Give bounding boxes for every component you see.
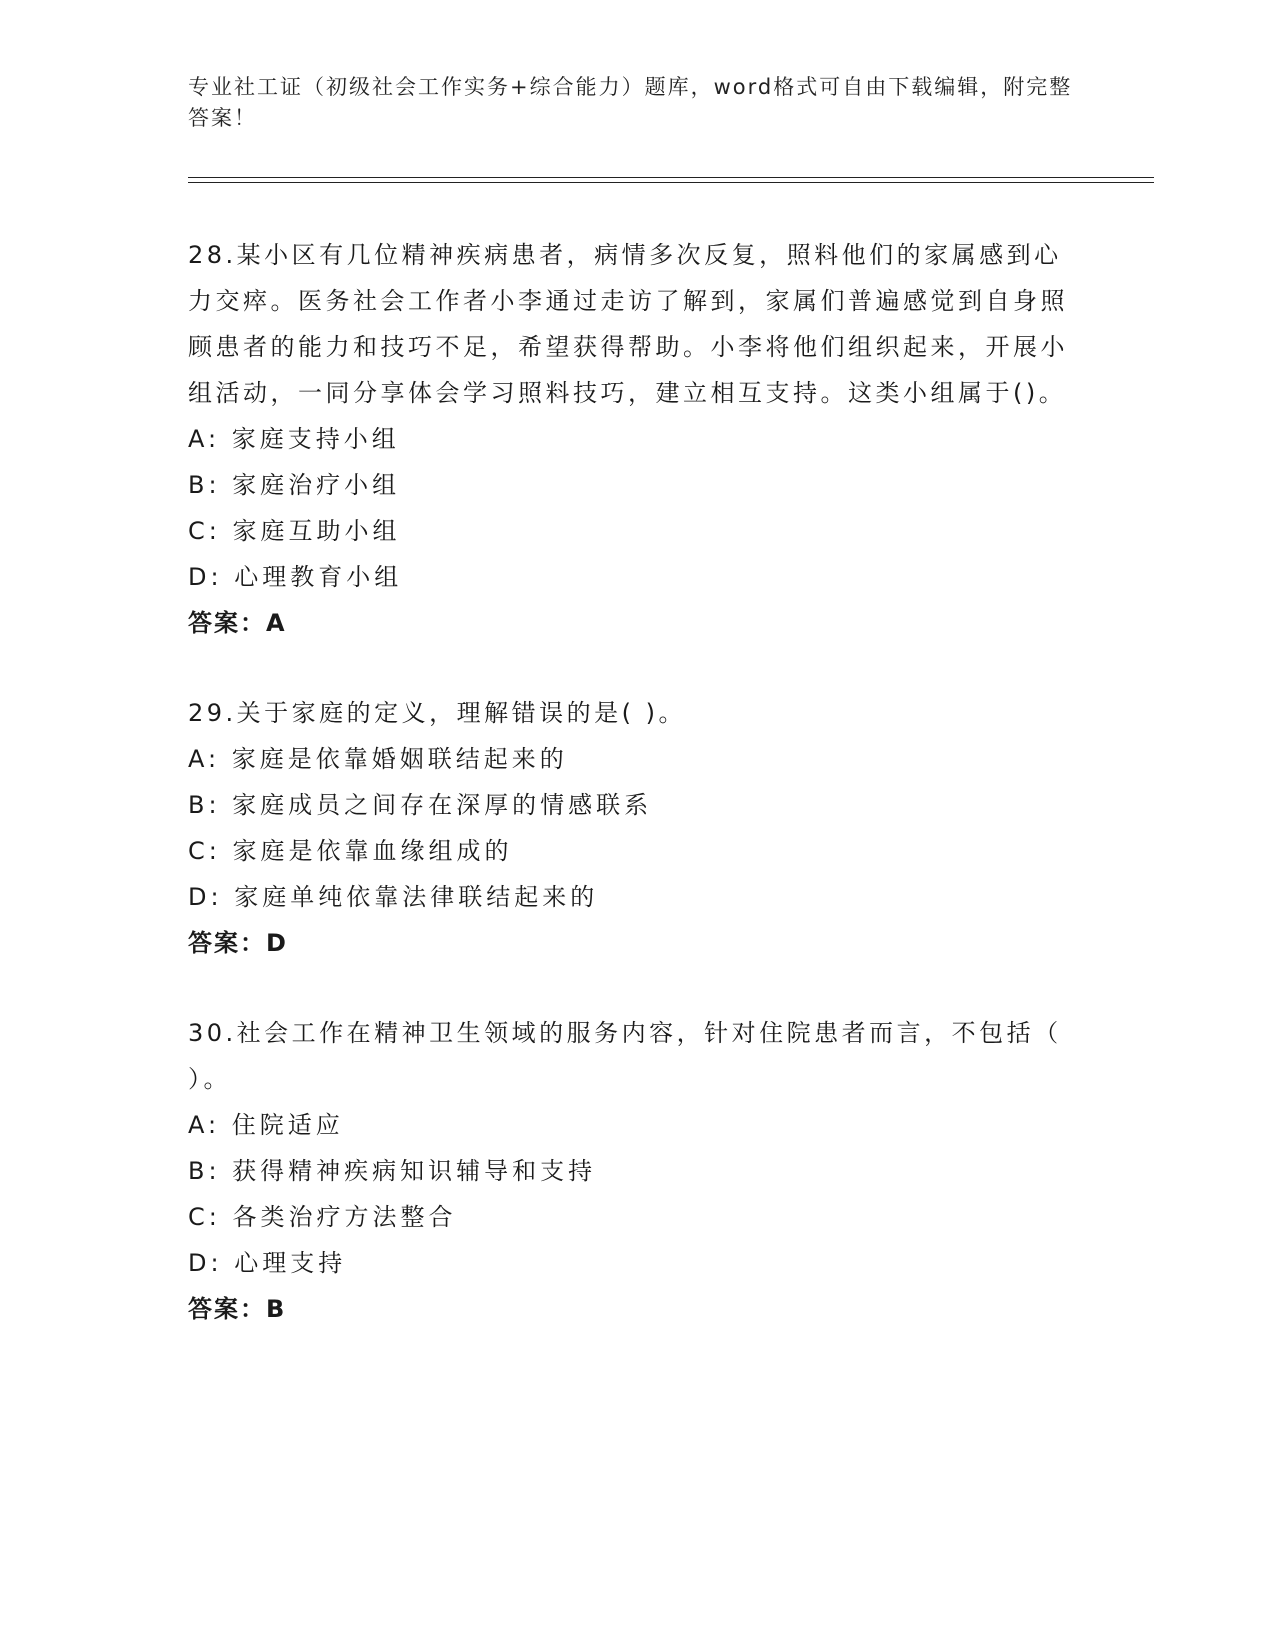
option-b: B: 获得精神疾病知识辅导和支持 — [188, 1157, 597, 1185]
option-c: C: 家庭是依靠血缘组成的 — [188, 837, 513, 865]
document-header: 专业社工证（初级社会工作实务+综合能力）题库，word格式可自由下载编辑，附完整答案！ — [188, 75, 1073, 130]
header-divider-bottom — [188, 182, 1154, 183]
option-a: A: 住院适应 — [188, 1111, 344, 1139]
answer: 答案：D — [188, 929, 288, 957]
question-stem: 29.关于家庭的定义，理解错误的是( )。 — [188, 699, 687, 727]
option-a: A: 家庭支持小组 — [188, 425, 400, 453]
option-a: A: 家庭是依靠婚姻联结起来的 — [188, 745, 568, 773]
question-list — [188, 232, 1088, 1376]
option-c: C: 各类治疗方法整合 — [188, 1203, 457, 1231]
option-d: D: 心理支持 — [188, 1249, 347, 1277]
question-stem: 28.某小区有几位精神疾病患者，病情多次反复，照料他们的家属感到心力交瘁。医务社会工作者小李通过走访了解到，家属们普遍感觉到自身照顾患者的能力和技巧不足，希望获得帮助。小李将他们组织起来，开展小组活动，一同分享体会学习照料技巧，建立相互支持。这类小组属于()。 — [188, 241, 1068, 407]
option-b: B: 家庭治疗小组 — [188, 471, 401, 499]
answer: 答案：A — [188, 609, 287, 637]
option-d: D: 家庭单纯依靠法律联结起来的 — [188, 883, 599, 911]
option-d: D: 心理教育小组 — [188, 563, 403, 591]
question-29 — [188, 690, 1088, 966]
header-divider-top — [188, 177, 1154, 178]
option-b: B: 家庭成员之间存在深厚的情感联系 — [188, 791, 653, 819]
question-30 — [188, 1010, 1088, 1332]
answer: 答案：B — [188, 1295, 287, 1323]
question-28 — [188, 232, 1088, 646]
question-stem: 30.社会工作在精神卫生领域的服务内容，针对住院患者而言，不包括（ ）。 — [188, 1019, 1062, 1093]
option-c: C: 家庭互助小组 — [188, 517, 401, 545]
